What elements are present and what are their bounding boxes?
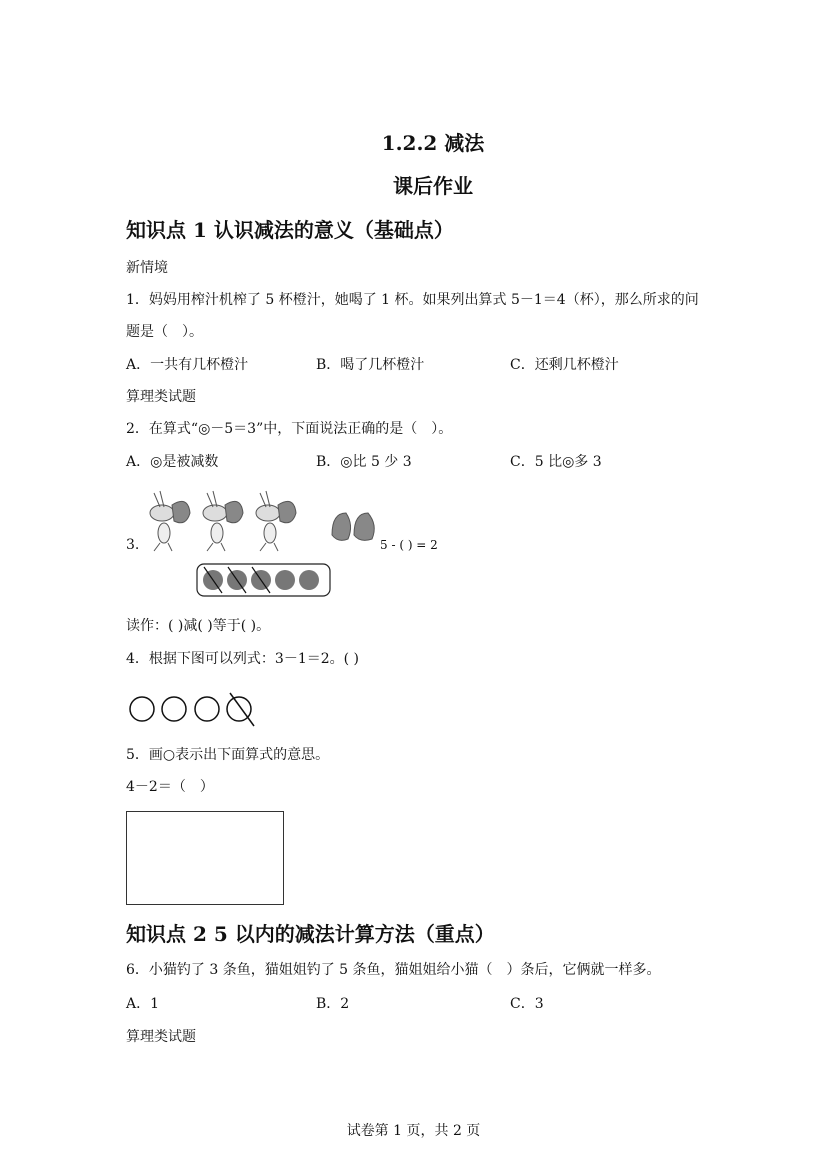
q5-drawing-box[interactable] [126, 811, 284, 905]
crossed-dots-image [196, 563, 332, 599]
q2-text: 2．在算式“◎－5＝3”中，下面说法正确的是（ ）。 [126, 421, 453, 437]
q1-option-b: B．喝了几杯橙汁 [316, 357, 425, 373]
circles-image [126, 692, 258, 728]
q4-text: 4．根据下图可以列式：3－1＝2。( ) [126, 651, 360, 667]
tag-reasoning: 算理类试题 [126, 389, 196, 405]
tag-new-context: 新情境 [126, 260, 168, 276]
tag-reasoning-2: 算理类试题 [126, 1029, 196, 1045]
q1-text: 1．妈妈用榨汁机榨了 5 杯橙汁，她喝了 1 杯。如果列出算式 5－1＝4（杯），那么所求的问 [126, 292, 699, 308]
q6-text: 6．小猫钓了 3 条鱼，猫姐姐钓了 5 条鱼，猫姐姐给小猫（ ）条后，它俩就一样多。 [126, 962, 661, 978]
q2-option-c: C．5 比◎多 3 [510, 454, 602, 470]
q1-option-a: A．一共有几杯橙汁 [126, 357, 249, 373]
q6-option-c: C．3 [510, 996, 544, 1012]
q3-equation: 5 - ( ) = 2 [380, 538, 438, 552]
section-heading-1: 知识点 1 认识减法的意义（基础点） [126, 218, 454, 242]
section-heading-2: 知识点 2 5 以内的减法计算方法（重点） [126, 922, 495, 946]
q3-number: 3. [126, 537, 140, 553]
ant-icon [150, 491, 190, 551]
q1-option-c: C．还剩几杯橙汁 [510, 357, 619, 373]
q5-equation: 4－2＝（ ） [126, 779, 214, 795]
q2-option-b: B．◎比 5 少 3 [316, 454, 412, 470]
q5-text: 5．画○表示出下面算式的意思。 [126, 747, 330, 763]
q3-read-as: 读作：( )减( )等于( )。 [126, 618, 271, 634]
q1-text-cont: 题是（ ）。 [126, 324, 203, 340]
q6-option-b: B．2 [316, 996, 350, 1012]
ants-carrying-stones-image [140, 485, 390, 555]
page-footer: 试卷第 1 页，共 2 页 [346, 1123, 481, 1139]
doc-subtitle: 课后作业 [393, 174, 473, 198]
q6-option-a: A．1 [126, 996, 160, 1012]
doc-title: 1.2.2 减法 [381, 131, 485, 155]
q2-option-a: A．◎是被减数 [126, 454, 219, 470]
